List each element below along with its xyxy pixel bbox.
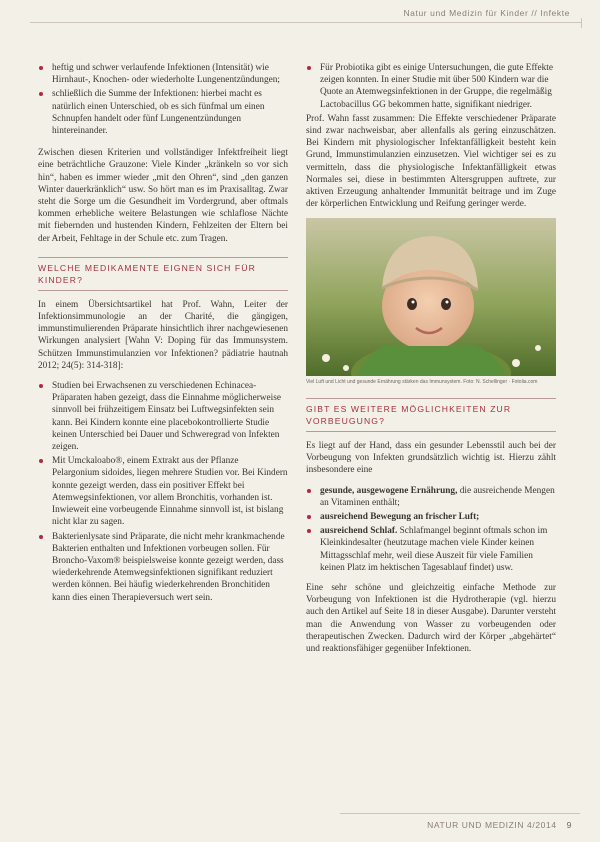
footer-rule xyxy=(340,813,580,814)
section-heading-medications: WELCHE MEDIKAMENTE EIGNEN SICH FÜR KINDER? xyxy=(38,257,288,291)
page-footer xyxy=(427,820,572,830)
list-item-rest: Schlafmangel beginnt oftmals schon im Kleinkindesalter (heutzutage machen viele Kinder keinen Mittagsschlaf mehr, weil diese Auszeit für viele Familien keinen Platz im hektischen Tagesablauf findet) usw. xyxy=(320,526,548,573)
body-paragraph: Zwischen diesen Kriterien und vollständiger Infektfreiheit liegt eine beträchtliche Grauzone: Viele Kinder „kränkeln so vor sich hin“, haben es immer wieder „mit den Ohren“, sind „den ganzen Winter dauerkränklich“ usw. So hört man es im Praxisalltag. Zwar steht die Sorge um die Gesundheit im Vordergrund, aber oftmals kommen erhebliche weitere Belastungen wie schlaflose Nächte mit fiebernden und hustenden Kindern, Fehlzeiten der Eltern bei der Arbeit, Fehltage in der Schule etc. zum Tragen. xyxy=(38,148,288,244)
right-bullet-list-bottom xyxy=(306,485,556,574)
running-header xyxy=(30,8,570,18)
baby-photo xyxy=(306,218,556,376)
list-item-rest: die ausreichende Mengen an Vitaminen enthält; xyxy=(320,485,555,508)
right-column xyxy=(306,62,556,663)
bold-lead: gesunde, ausgewogene Ernährung, xyxy=(320,485,458,496)
list-item: Studien bei Erwachsenen zu verschiedenen Echinacea-Präparaten haben gezeigt, dass die Einnahme möglicherweise sinnvoll bei frühzeitigem Einsatz bei Luftwegsinfekten sein kann. Bei Kindern konnte eine placebokontrollierte Studie keinen Unterschied bei Dauer und Schweregrad von Infekten zeigen. xyxy=(38,380,288,453)
list-item: Mit Umckaloabo®, einem Extrakt aus der Pflanze Pelargonium sidoides, liegen mehrere Studien vor. Bei Kindern konnte gezeigt werden, dass ein positiver Effekt bei Atemwegsinfektionen, vor allem Bronchitis, vorhanden ist. Inwieweit eine vorbeugende Einnahme sinnvoll ist, ist bislang nicht klar zu sagen. xyxy=(38,455,288,528)
header-rule xyxy=(30,22,582,23)
list-item: Für Probiotika gibt es einige Untersuchungen, die gute Effekte zeigen konnten. In einer Studie mit über 500 Kindern war die Quote an Atemwegsinfektionen in der Gruppe, die regelmäßig Lactobacillus GG bekommen hatte, signifikant niedriger. xyxy=(306,62,556,111)
list-item xyxy=(306,511,556,523)
list-item: schließlich die Summe der Infektionen: hierbei macht es natürlich einen Unterschied, ob es sich fünfmal um einen Schnupfen handelt oder fünf Lungenentzündungen hintereinander. xyxy=(38,88,288,137)
summary-paragraph: Prof. Wahn fasst zusammen: Die Effekte verschiedener Präparate sind zwar nachweisbar, aber allenfalls als gering einzuschätzen. Bei Kindern mit physiologischer Infektanfälligkeit besteht kein Grund, Immunstimulanzien einzusetzen. Viel wichtiger sei es zu vermitteln, dass die physiologische Infektanfälligkeit etwas Normales sei, diese in bestimmten Altersgruppen auftrete, zur aktiven Erzeugung anhaltender Immunität beitrage und im Zuge der körperlichen Entwicklung und Reifung geringer werde. xyxy=(306,113,556,210)
magazine-issue: NATUR UND MEDIZIN 4/2014 xyxy=(427,820,557,830)
left-bullet-list-top xyxy=(38,62,288,137)
list-item: Bakterienlysate sind Präparate, die nicht mehr krankmachende Bakterien enthalten und Infektionen vorbeugen sollen. Für Broncho-Vaxom® beispielsweise konnte gezeigt werden, dass wiederkehrende Atemwegsinfektionen signifikant reduziert werden können. Bei häufig wiederkehrenden Bronchitiden kann dies einen Therapieversuch wert sein. xyxy=(38,531,288,604)
baby-in-grass-image xyxy=(306,218,556,376)
right-bullet-list-top xyxy=(306,62,556,111)
list-item: heftig und schwer verlaufende Infektionen (Intensität) wie Hirnhaut-, Knochen- oder wiederholte Lungenentzündungen; xyxy=(38,62,288,86)
left-bullet-list-bottom xyxy=(38,380,288,604)
list-item xyxy=(306,525,556,574)
left-column xyxy=(38,62,288,606)
section-heading-prevention: GIBT ES WEITERE MÖGLICHKEITEN ZUR VORBEUGUNG? xyxy=(306,398,556,432)
bold-lead: ausreichend Bewegung an frischer Luft; xyxy=(320,511,480,522)
section-intro: In einem Übersichtsartikel hat Prof. Wahn, Leiter der Infektionsimmunologie an der Charité, die gängigen, immunstimulierenden Präparate hinsichtlich ihrer nachgewiesenen Wirkungen analysiert [Wahn V: Doping für das Immunsystem. Schützen Immunstimulanzien vor Infektionen? pädiatrie hautnah 2012; 24(5): 314-318]: xyxy=(38,299,288,371)
photo-caption: Viel Luft und Licht und gesunde Ernährung stärken das Immunsystem. Foto: N. Schellinger · Fotolia.com xyxy=(306,379,538,386)
list-item xyxy=(306,485,556,509)
closing-paragraph: Eine sehr schöne und gleichzeitig einfache Methode zur Vorbeugung von Infektionen ist die Hydrotherapie (vgl. hierzu auch den Artikel auf Seite 18 in dieser Ausgabe). Darunter versteht man die Anwendung von Wasser zu vorbeugenden oder therapeutischen Zwecken. Dadurch wird der Körper „abgehärtet“ und reaktionsfähiger gegenüber Infektionen. xyxy=(306,582,556,654)
page-number: 9 xyxy=(566,820,572,830)
bold-lead: ausreichend Schlaf. xyxy=(320,526,398,537)
section-intro: Es liegt auf der Hand, dass ein gesunder Lebensstil auch bei der Vorbeugung von Infekten grundsätzlich wichtig ist. Hierzu zählt insbesondere eine xyxy=(306,440,556,476)
header-tick xyxy=(581,18,588,28)
running-title: Natur und Medizin für Kinder // Infekte xyxy=(403,8,570,18)
